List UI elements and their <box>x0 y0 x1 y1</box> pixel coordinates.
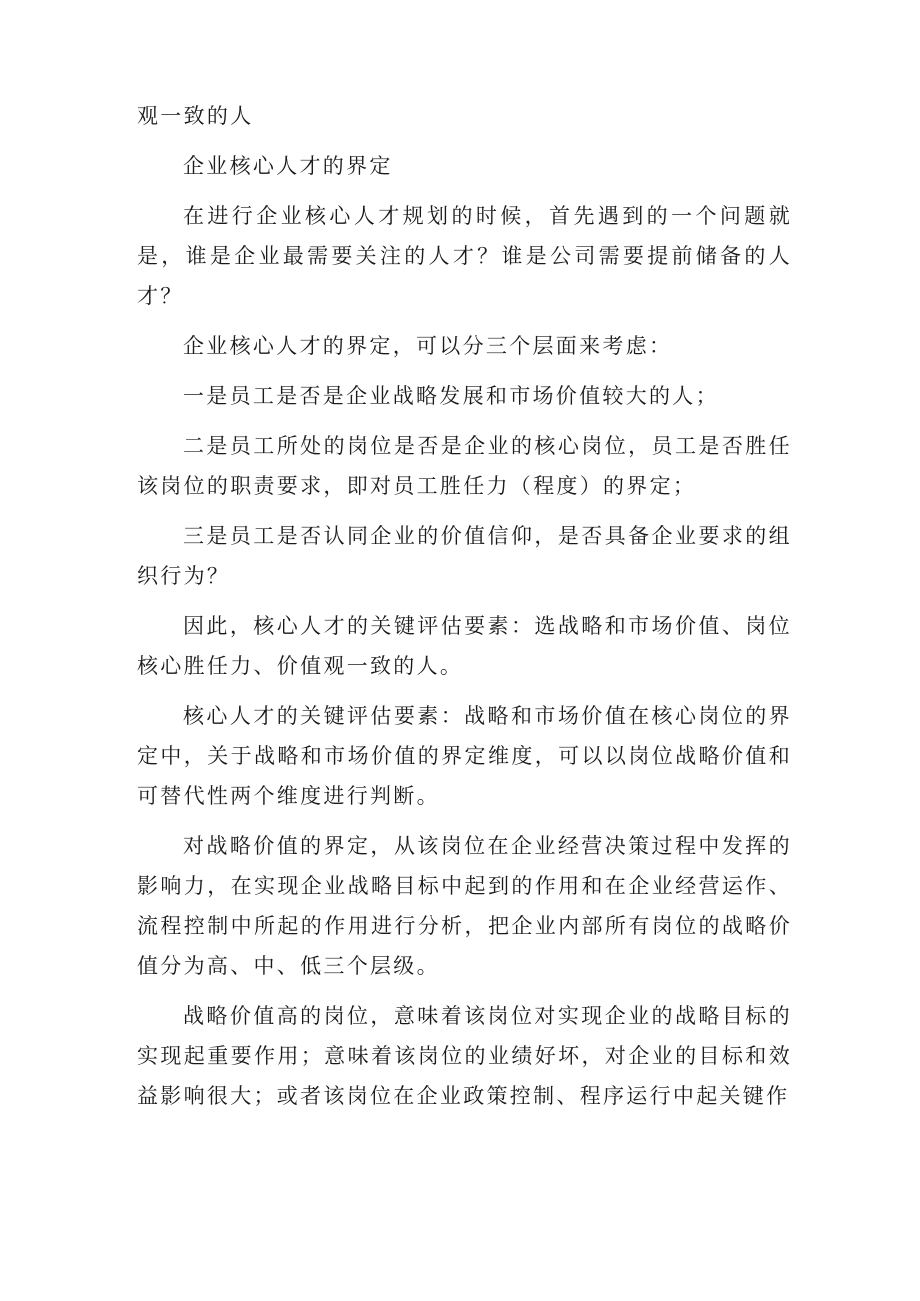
paragraph: 三是员工是否认同企业的价值信仰，是否具备企业要求的组织行为？ <box>137 524 792 588</box>
paragraph: 二是员工所处的岗位是否是企业的核心岗位，员工是否胜任该岗位的职责要求，即对员工胜任力（程度）的界定； <box>137 434 792 498</box>
paragraph-continuation: 观一致的人 <box>137 104 254 128</box>
paragraph: 因此，核心人才的关键评估要素：选战略和市场价值、岗位核心胜任力、价值观一致的人。 <box>137 614 792 678</box>
document-body <box>137 96 792 1126</box>
paragraph: 一是员工是否是企业战略发展和市场价值较大的人； <box>183 384 719 408</box>
section-heading: 企业核心人才的界定 <box>183 154 393 178</box>
paragraph: 核心人才的关键评估要素：战略和市场价值在核心岗位的界定中，关于战略和市场价值的界定维度，可以以岗位战略价值和可替代性两个维度进行判断。 <box>137 704 792 808</box>
paragraph: 战略价值高的岗位，意味着该岗位对实现企业的战略目标的实现起重要作用；意味着该岗位的业绩好坏，对企业的目标和效益影响很大；或者该岗位在企业政策控制、程序运行中起关键作 <box>137 1004 792 1108</box>
paragraph: 对战略价值的界定，从该岗位在企业经营决策过程中发挥的影响力，在实现企业战略目标中起到的作用和在企业经营运作、流程控制中所起的作用进行分析，把企业内部所有岗位的战略价值分为高、中、低三个层级。 <box>137 834 792 978</box>
paragraph: 企业核心人才的界定，可以分三个层面来考虑： <box>183 334 673 358</box>
paragraph: 在进行企业核心人才规划的时候，首先遇到的一个问题就是，谁是企业最需要关注的人才？谁是公司需要提前储备的人才？ <box>137 204 792 308</box>
